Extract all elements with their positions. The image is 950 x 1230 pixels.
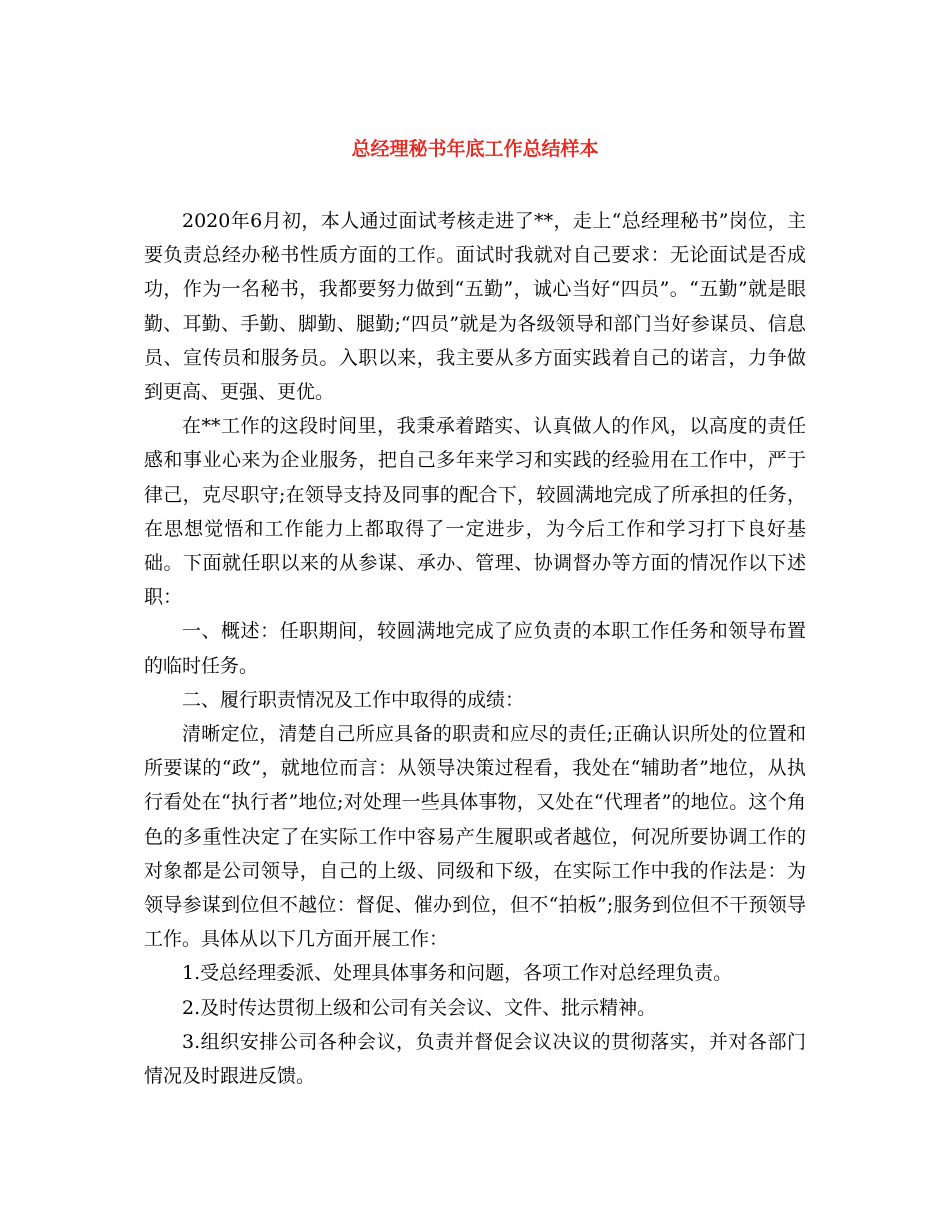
- list-item-1: 1.受总经理委派、处理具体事务和问题，各项工作对总经理负责。: [182, 962, 733, 985]
- document-body: [144, 204, 806, 1093]
- document-title: 总经理秘书年底工作总结样本: [351, 138, 599, 160]
- list-item-3: 3.组织安排公司各种会议，负责并督促会议决议的贯彻落实，并对各部门情况及时跟进反馈。: [144, 1030, 806, 1088]
- paragraph-positioning: 清晰定位，清楚自己所应具备的职责和应尽的责任;正确认识所处的位置和所要谋的“政”，就地位而言：从领导决策过程看，我处在“辅助者”地位，从执行看处在“执行者”地位;对处理一些具体事物，又处在“代理者”的地位。这个角色的多重性决定了在实际工作中容易产生履职或者越位，何况所要协调工作的对象都是公司领导，自己的上级、同级和下级，在实际工作中我的作法是：为领导参谋到位但不越位：督促、催办到位，但不“拍板”;服务到位但不干预领导工作。具体从以下几方面开展工作：: [144, 723, 806, 951]
- list-item-2: 2.及时传达贯彻上级和公司有关会议、文件、批示精神。: [182, 996, 657, 1019]
- paragraph-section-heading: 二、履行职责情况及工作中取得的成绩：: [182, 688, 525, 711]
- paragraph-intro: 2020年6月初，本人通过面试考核走进了**，走上“总经理秘书”岗位，主要负责总经办秘书性质方面的工作。面试时我就对自己要求：无论面试是否成功，作为一名秘书，我都要努力做到“五勤”，诚心当好“四员”。“五勤”就是眼勤、耳勤、手勤、脚勤、腿勤;“四员”就是为各级领导和部门当好参谋员、信息员、宣传员和服务员。入职以来，我主要从多方面实践着自己的诺言，力争做到更高、更强、更优。: [144, 210, 806, 404]
- paragraph-overview: 一、概述：任职期间，较圆满地完成了应负责的本职工作任务和领导布置的临时任务。: [144, 620, 806, 677]
- paragraph-work-style: 在**工作的这段时间里，我秉承着踏实、认真做人的作风，以高度的责任感和事业心来为企业服务，把自己多年来学习和实践的经验用在工作中，严于律己，克尽职守;在领导支持及同事的配合下，较圆满地完成了所承担的任务，在思想觉悟和工作能力上都取得了一定进步，为今后工作和学习打下良好基础。下面就任职以来的从参谋、承办、管理、协调督办等方面的情况作以下述职：: [144, 415, 806, 609]
